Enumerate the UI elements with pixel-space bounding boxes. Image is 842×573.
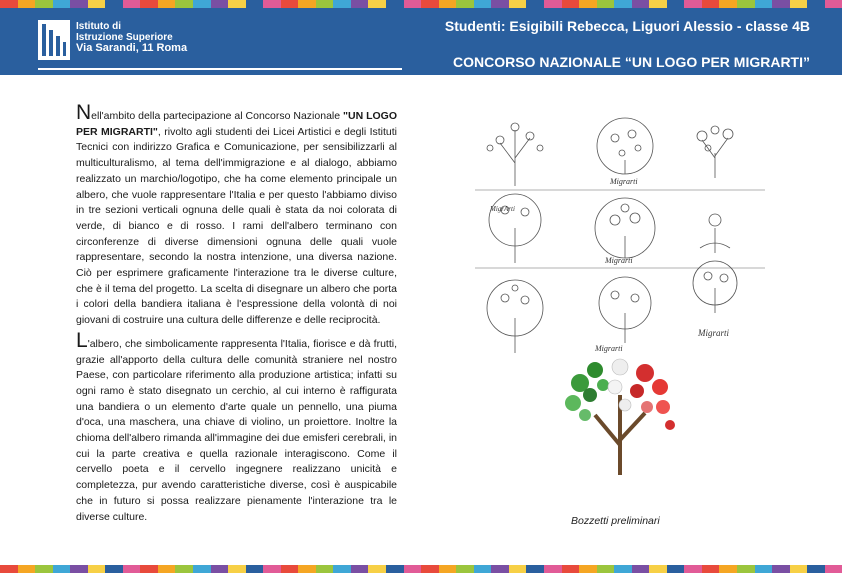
stripe-segment [737, 0, 755, 8]
stripe-segment [123, 0, 141, 8]
stripe-segment [491, 0, 509, 8]
students-line: Studenti: Esigibili Rebecca, Liguori Alessio - classe 4B [444, 18, 810, 34]
stripe-segment [316, 0, 334, 8]
stripe-segment [158, 0, 176, 8]
stripe-segment [298, 0, 316, 8]
sketch-tree-5 [595, 198, 655, 258]
stripe-segment [123, 565, 141, 573]
sketch-tree-2 [597, 118, 653, 174]
stripe-segment [649, 565, 667, 573]
stripe-segment [386, 0, 404, 8]
green-branch-circles [565, 362, 609, 421]
stripe-segment [807, 0, 825, 8]
article-text [76, 101, 398, 529]
stripe-segment [333, 565, 351, 573]
stripe-segment [140, 565, 158, 573]
sketch-label-b: Migrarti [605, 256, 633, 265]
stripe-segment [772, 565, 790, 573]
stripe-segment [211, 0, 229, 8]
top-color-stripe [0, 0, 842, 8]
stripe-segment [246, 565, 264, 573]
stripe-segment [597, 565, 615, 573]
stripe-segment [228, 0, 246, 8]
sketch-label-d: Migrarti [595, 344, 623, 353]
stripe-segment [404, 565, 422, 573]
stripe-segment [368, 565, 386, 573]
stripe-segment [193, 0, 211, 8]
stripe-segment [351, 0, 369, 8]
stripe-segment [597, 0, 615, 8]
stripe-segment [281, 0, 299, 8]
stripe-segment [53, 565, 71, 573]
stripe-segment [667, 0, 685, 8]
sketch-tree-9 [693, 261, 737, 313]
stripe-segment [0, 0, 18, 8]
contest-title: CONCORSO NAZIONALE “UN LOGO PER MIGRARTI” [453, 54, 810, 70]
stripe-segment [228, 565, 246, 573]
stripe-segment [772, 0, 790, 8]
sketch-tree-3 [697, 126, 733, 178]
school-line-1: Istituto di [76, 21, 121, 32]
stripe-segment [0, 565, 18, 573]
stripe-segment [386, 565, 404, 573]
stripe-segment [368, 0, 386, 8]
stripe-segment [702, 565, 720, 573]
caption: Bozzetti preliminari [571, 515, 660, 527]
stripe-segment [35, 565, 53, 573]
stripe-segment [632, 0, 650, 8]
stripe-segment [105, 565, 123, 573]
sketch-label-c: MigrArti [490, 205, 515, 213]
stripe-segment [351, 565, 369, 573]
stripe-segment [790, 565, 808, 573]
stripe-segment [825, 0, 842, 8]
stripe-segment [193, 565, 211, 573]
stripe-segment [88, 565, 106, 573]
bottom-color-stripe [0, 565, 842, 573]
stripe-segment [404, 0, 422, 8]
stripe-segment [755, 0, 773, 8]
stripe-segment [316, 565, 334, 573]
stripe-segment [719, 565, 737, 573]
stripe-segment [825, 565, 842, 573]
stripe-segment [158, 565, 176, 573]
paragraph-1-a: ell'ambito della partecipazione al Concorso Nazionale [91, 110, 344, 122]
stripe-segment [579, 565, 597, 573]
stripe-segment [667, 565, 685, 573]
stripe-segment [140, 0, 158, 8]
stripe-segment [35, 0, 53, 8]
sketch-tree-1 [487, 123, 543, 186]
stripe-segment [421, 0, 439, 8]
white-branch-circles [608, 359, 631, 411]
sketch-tree-7 [487, 280, 543, 353]
header-bar [0, 8, 842, 75]
stripe-segment [544, 565, 562, 573]
stripe-segment [18, 0, 36, 8]
stripe-segment [421, 565, 439, 573]
stripe-segment [263, 565, 281, 573]
sketch-tree-6 [700, 214, 730, 253]
stripe-segment [579, 0, 597, 8]
stripe-segment [755, 565, 773, 573]
school-logo [38, 20, 70, 60]
stripe-segment [509, 565, 527, 573]
contest-name-bold: "UN LOGO PER MIGRARTI" [76, 110, 397, 138]
stripe-segment [175, 0, 193, 8]
dropcap-1: N [76, 101, 92, 124]
stripe-segment [211, 565, 229, 573]
sketch-label-a: Migrarti [610, 177, 638, 186]
stripe-segment [526, 565, 544, 573]
sketch-label-e: Migrarti [698, 328, 730, 338]
stripe-segment [649, 0, 667, 8]
stripe-segment [456, 565, 474, 573]
stripe-segment [509, 0, 527, 8]
stripe-segment [737, 565, 755, 573]
stripe-segment [88, 0, 106, 8]
stripe-segment [790, 0, 808, 8]
stripe-segment [684, 565, 702, 573]
paragraph-2 [76, 328, 397, 525]
tree-sketches-grid [470, 108, 770, 370]
final-logo-tree [555, 355, 685, 480]
stripe-segment [281, 565, 299, 573]
stripe-segment [807, 565, 825, 573]
stripe-segment [562, 0, 580, 8]
stripe-segment [491, 565, 509, 573]
school-name [76, 21, 187, 54]
stripe-segment [439, 565, 457, 573]
stripe-segment [684, 0, 702, 8]
sketch-tree-8 [599, 277, 651, 343]
dropcap-2: L [76, 328, 88, 352]
stripe-segment [632, 565, 650, 573]
school-line-2: Istruzione Superiore [76, 32, 173, 43]
stripe-segment [614, 565, 632, 573]
stripe-segment [474, 0, 492, 8]
stripe-segment [474, 565, 492, 573]
school-address: Via Sarandi, 11 Roma [76, 42, 188, 54]
stripe-segment [18, 565, 36, 573]
stripe-segment [614, 0, 632, 8]
stripe-segment [298, 565, 316, 573]
stripe-segment [333, 0, 351, 8]
stripe-segment [526, 0, 544, 8]
stripe-segment [70, 0, 88, 8]
stripe-segment [263, 0, 281, 8]
stripe-segment [70, 565, 88, 573]
stripe-segment [562, 565, 580, 573]
paragraph-1-b: , rivolto agli studenti dei Licei Artistici e degli Istituti Tecnici con indirizzo Grafica e Comunicazione, per sensibilizzarli al multiculturalismo, al tema dell'immigrazione e al dialogo, abbiamo realizzato un marchio/logotipo, che ha come elemento principale un albero, che vuole rappresentare l'Italia e per questo l'abbiamo diviso in tre sezioni verticali ognuna delle quali è stata da noi colorata di verde, di bianco e di rosso. I rami dell'albero terminano con circonferenze di diverse dimensioni ognuna delle quali vuole rappresentare, secondo la nostra intenzione, una diversa nazione. Ciò per esprimere graficamente l'interazione tra le diverse culture, che è il tema del progetto. La scelta di disegnare un albero che porta i colori della bandiera italiana è l'espressione della volontà di noi giovani di costruire una cultura delle differenze e delle reciprocità. [76, 125, 398, 327]
stripe-segment [105, 0, 123, 8]
paragraph-1 [76, 101, 398, 329]
stripe-segment [53, 0, 71, 8]
stripe-segment [246, 0, 264, 8]
stripe-segment [544, 0, 562, 8]
stripe-segment [719, 0, 737, 8]
stripe-segment [456, 0, 474, 8]
stripe-segment [702, 0, 720, 8]
stripe-segment [175, 565, 193, 573]
stripe-segment [439, 0, 457, 8]
paragraph-2-text: 'albero, che simbolicamente rappresenta l'Italia, fiorisce e dà frutti, grazie all'apporto della cultura delle comunità straniere nel nostro Paese, con particolare riferimento alla produzione artistica; infatti su ogni ramo è stato disegnato un cerchio, al cui interno è raffigurata una bandiera o un elemento d'arte quale un pennello, una piuma d'oca, una maschera, una chiave di violino, un proiettore. Inoltre la chioma dell'albero rimanda all'immagine dei due emisferi cerebrali, in cui la parte creativa e quella razionale interagiscono. Come il cervello poeta e il cervello ingegnere realizzano unicità e completezza, pur avendo caratteristiche diverse, così è auspicabile che in futuro si possa realizzare pienamente l'interazione tra le diverse culture. [76, 337, 397, 523]
header-rule [38, 68, 402, 70]
